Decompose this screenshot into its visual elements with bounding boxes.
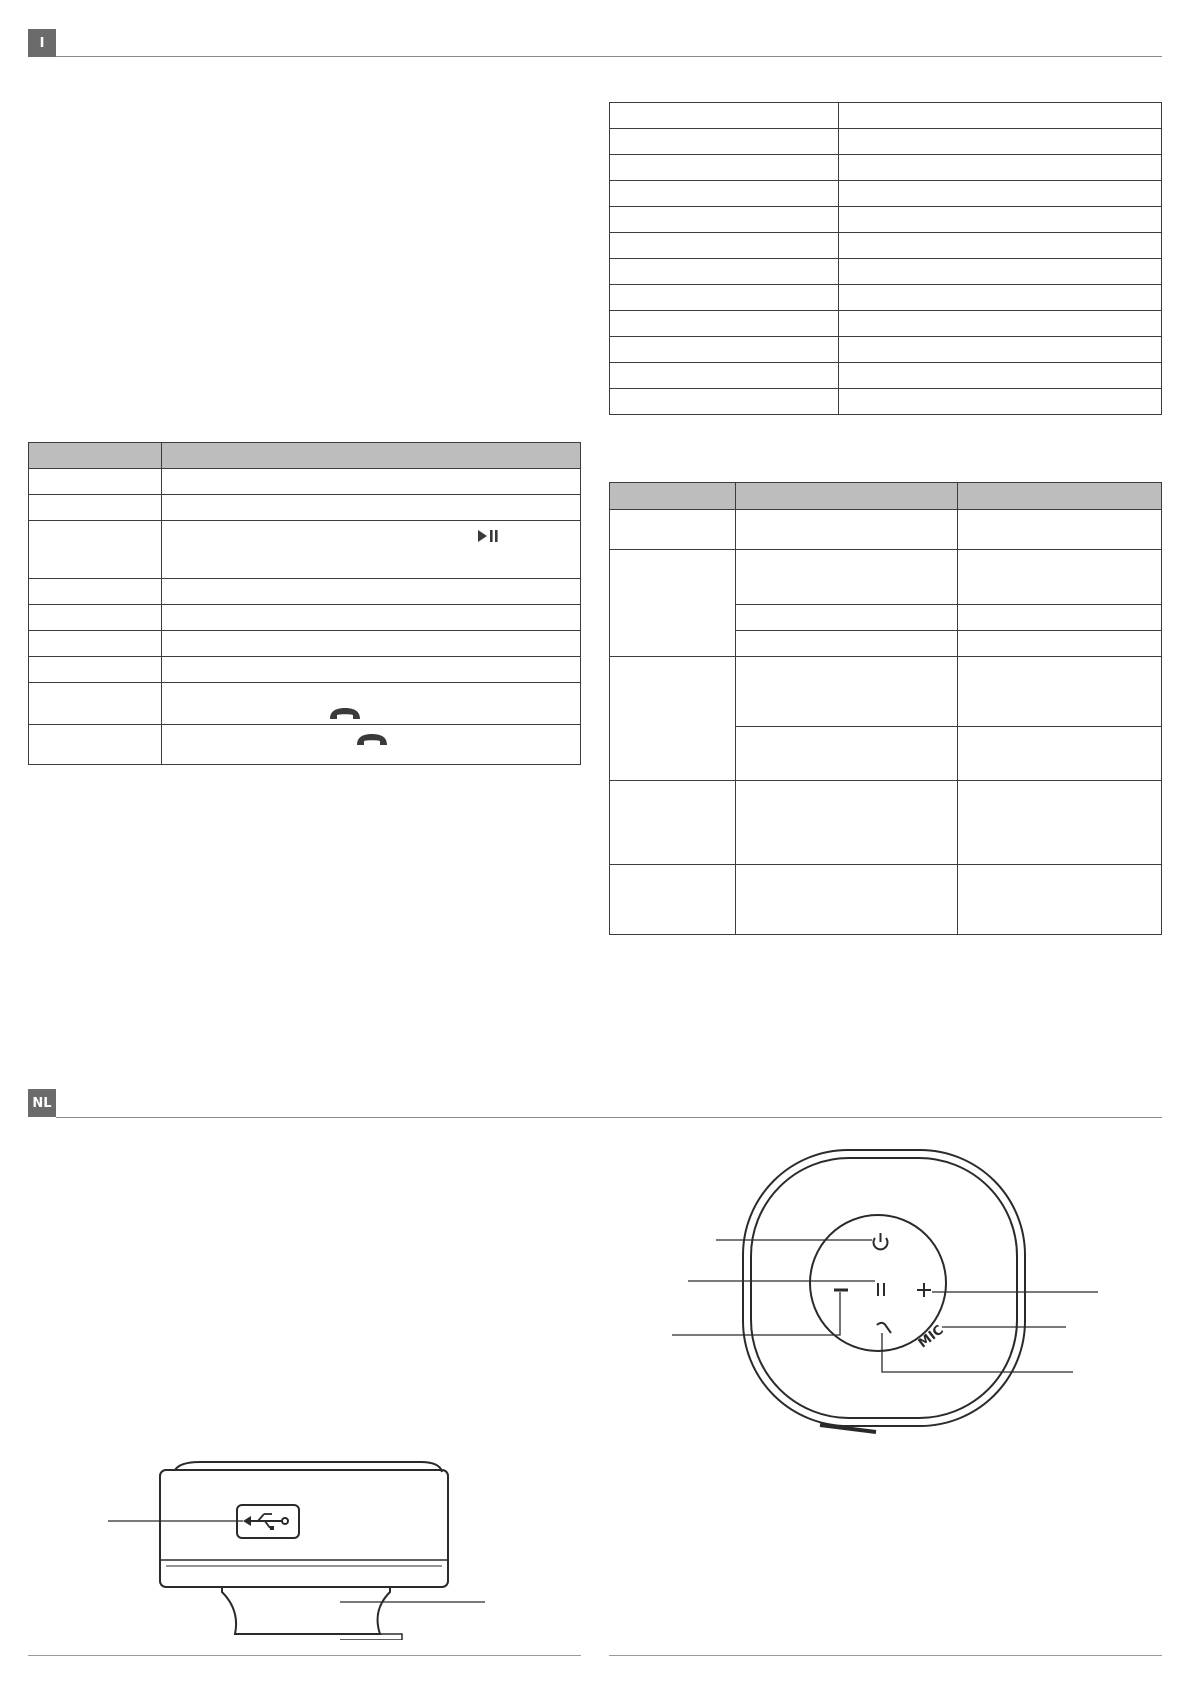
section-rule-i — [56, 56, 1162, 57]
table-row — [610, 389, 1162, 415]
table-row — [610, 285, 1162, 311]
table-row — [29, 725, 581, 765]
usb-icon — [237, 1505, 299, 1538]
table-row — [610, 207, 1162, 233]
mic-label: MIC — [915, 1322, 947, 1352]
table-row — [610, 781, 1162, 865]
speaker-body — [160, 1470, 448, 1587]
table-row — [610, 155, 1162, 181]
power-icon — [874, 1233, 888, 1249]
language-badge-nl — [28, 1089, 56, 1117]
footer-rule-right — [609, 1655, 1162, 1656]
table-row — [610, 363, 1162, 389]
table-row — [610, 337, 1162, 363]
table-row — [610, 311, 1162, 337]
speaker-side-view-diagram — [100, 1455, 500, 1640]
phone-icon — [877, 1323, 891, 1333]
table-row — [29, 521, 581, 579]
language-badge-label: I — [39, 35, 45, 51]
table-row — [29, 579, 581, 605]
table-header-row — [29, 443, 581, 469]
table-row — [29, 605, 581, 631]
phone-icon — [328, 705, 362, 721]
table-row — [610, 865, 1162, 935]
phone-icon — [355, 731, 389, 747]
callout-phone — [882, 1333, 1073, 1372]
suction-cup — [222, 1587, 390, 1634]
table-row — [29, 657, 581, 683]
table-row — [610, 103, 1162, 129]
table-row — [610, 259, 1162, 285]
specifications-table — [609, 102, 1162, 415]
speaker-top-view-diagram — [660, 1145, 1110, 1445]
play-pause-icon — [477, 529, 499, 543]
callout-minus — [672, 1292, 840, 1335]
table-row — [610, 510, 1162, 550]
pause-icon — [878, 1283, 884, 1296]
table-row — [29, 683, 581, 725]
table-header-row — [610, 483, 1162, 510]
table-row — [610, 550, 1162, 605]
table-row — [610, 233, 1162, 259]
section-rule-nl — [56, 1117, 1162, 1118]
table-row — [29, 631, 581, 657]
troubleshooting-table — [609, 482, 1162, 935]
table-row — [610, 181, 1162, 207]
table-row — [29, 469, 581, 495]
controls-table — [28, 442, 581, 765]
table-row — [29, 495, 581, 521]
language-badge-label: NL — [32, 1095, 52, 1111]
plus-icon — [917, 1283, 931, 1297]
table-row — [610, 657, 1162, 727]
footer-rule-left — [28, 1655, 581, 1656]
table-row — [610, 129, 1162, 155]
language-badge-i — [28, 29, 56, 57]
